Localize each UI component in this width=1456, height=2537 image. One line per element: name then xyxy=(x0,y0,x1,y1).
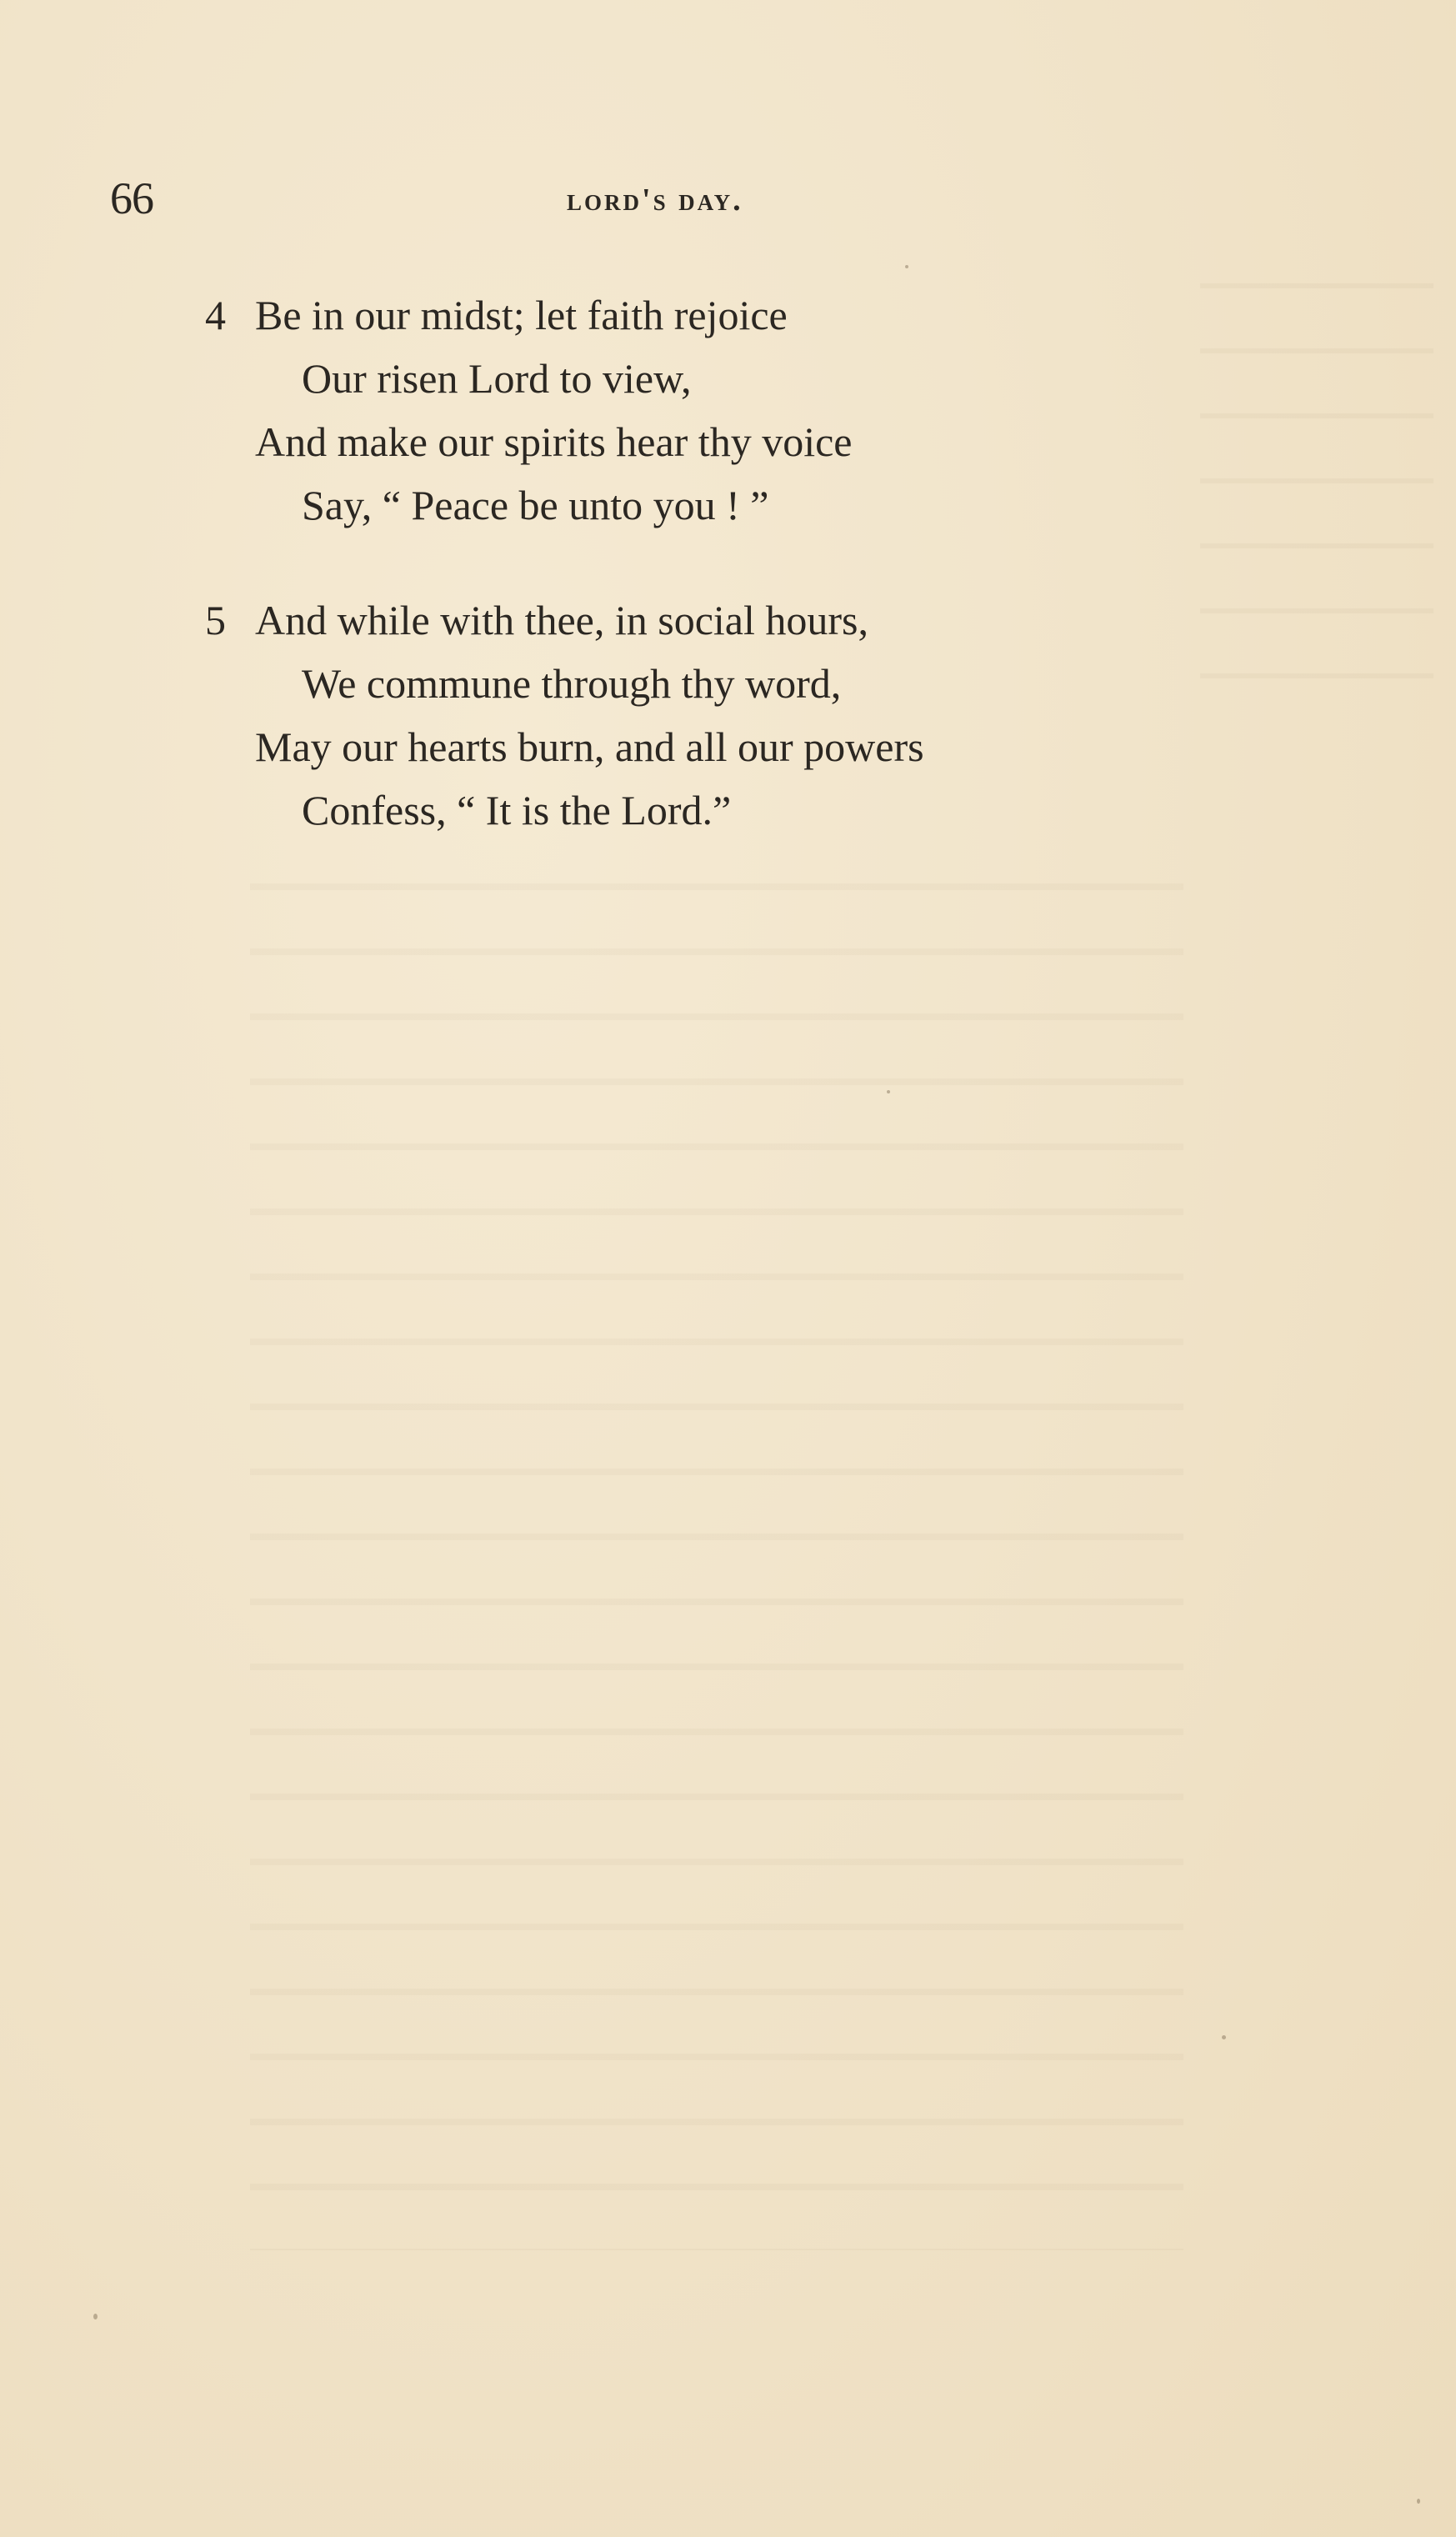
page-number: 66 xyxy=(110,173,153,223)
verse-line: Confess, “ It is the Lord.” xyxy=(302,787,732,833)
paper-speck xyxy=(905,265,908,268)
bleed-through-texture xyxy=(250,883,1183,2250)
verse-line: Our risen Lord to view, xyxy=(302,355,692,402)
verse-line: Be in our midst; let faith rejoice xyxy=(255,292,788,338)
verse-line: May our hearts burn, and all our powers xyxy=(255,723,924,770)
paper-speck xyxy=(1222,2035,1226,2039)
verse-line: And while with thee, in social hours, xyxy=(255,597,868,643)
bleed-through-texture xyxy=(1200,283,1433,717)
stanza-number: 4 xyxy=(205,292,226,338)
verse-line: Say, “ Peace be unto you ! ” xyxy=(302,482,769,528)
verse-line: We commune through thy word, xyxy=(302,660,842,707)
stanza-number: 5 xyxy=(205,597,226,643)
running-head: lord's day. xyxy=(567,183,743,218)
verse-line: And make our spirits hear thy voice xyxy=(255,418,853,465)
paper-speck xyxy=(1417,2499,1420,2504)
paper-speck xyxy=(93,2314,98,2319)
paper-speck xyxy=(887,1090,890,1093)
